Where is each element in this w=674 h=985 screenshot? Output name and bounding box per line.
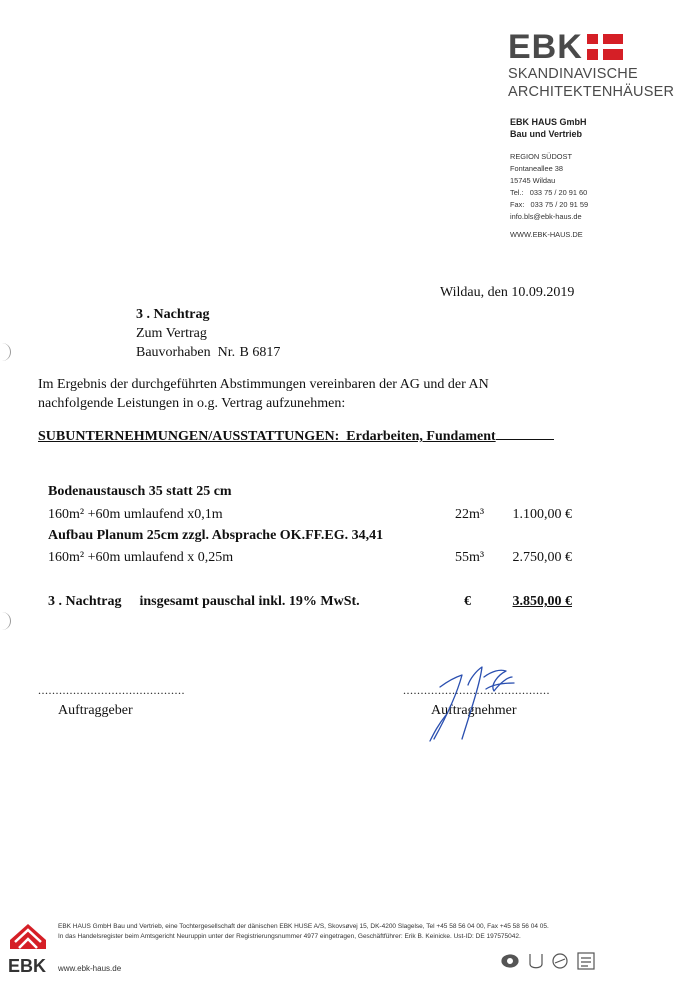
document-subtitle: Zum Vertrag [136, 326, 207, 341]
intro-text [38, 375, 598, 413]
phone: Tel.: 033 75 / 20 91 60 [510, 188, 588, 197]
signature-line-left: .......................................... [38, 683, 185, 697]
footer-line-2: In das Handelsregister beim Amtsgericht Neuruppin unter der Registrierungsnummer 4977 eingetragen, Geschäftführer: Erik B. Keinicke. Ust-ID: DE 197575042. [58, 933, 521, 940]
intro-line-2: nachfolgende Leistungen in o.g. Vertrag aufzunehmen: [38, 396, 346, 411]
house-roof-icon [8, 920, 48, 950]
margin-mark [0, 612, 11, 630]
danish-flag-icon [587, 34, 623, 60]
intro-line-1: Im Ergebnis der durchgeführten Abstimmungen vereinbaren der AG und der AN [38, 377, 489, 392]
footer-website-link[interactable]: www.ebk-haus.de [58, 964, 122, 973]
project-label: Bauvorhaben Nr. [136, 345, 236, 360]
fax: Fax: 033 75 / 20 91 59 [510, 200, 589, 209]
website-link[interactable]: WWW.EBK-HAUS.DE [510, 230, 583, 239]
item-1-qty: 22m³ [455, 507, 485, 522]
date-line: Wildau, den 10.09.2019 [440, 285, 575, 300]
item-1-title: Bodenaustausch 35 statt 25 cm [48, 484, 232, 499]
company-name: EBK HAUS GmbH [510, 117, 587, 127]
company-block [510, 116, 587, 140]
street: Fontaneallee 38 [510, 164, 564, 173]
project-number: B 6817 [239, 345, 281, 360]
logo-tagline-2: ARCHITEKTENHÄUSER [508, 84, 674, 100]
region: REGION SÜDOST [510, 152, 573, 161]
email-link[interactable]: info.bls@ebk-haus.de [510, 212, 582, 221]
item-2-qty: 55m³ [455, 550, 485, 565]
total-label-a: 3 . Nachtrag [48, 594, 122, 609]
total-amount: 3.850,00 € [512, 594, 572, 609]
total-label [48, 594, 360, 610]
item-2-desc: 160m² +60m umlaufend x 0,25m [48, 550, 234, 565]
total-label-b: insgesamt pauschal inkl. 19% MwSt. [139, 594, 360, 609]
signature-line-right: .......................................... [403, 683, 550, 697]
item-1-desc: 160m² +60m umlaufend x0,1m [48, 507, 223, 522]
logo-tagline-1: SKANDINAVISCHE [508, 66, 638, 82]
section-title: SUBUNTERNEHMUNGEN/AUSSTATTUNGEN: Erdarbeiten, Fundament [38, 429, 496, 444]
document-title: 3 . Nachtrag [136, 307, 210, 322]
footer-logo-text: EBK [8, 956, 47, 976]
client-label: Auftraggeber [58, 703, 133, 718]
footer-logo [8, 920, 48, 975]
section-heading [38, 429, 554, 445]
city: 15745 Wildau [510, 176, 556, 185]
company-sub: Bau und Vertrieb [510, 129, 583, 139]
item-2-title: Aufbau Planum 25cm zzgl. Absprache OK.FF.EG. 34,41 [48, 528, 384, 543]
title-block [136, 305, 280, 362]
footer-line-1: EBK HAUS GmbH Bau und Vertrieb, eine Tochtergesellschaft der dänischen EBK HUSE A/S, Skovsøvej 15, DK-4200 Slagelse, Tel +45 58 56 04 00, Fax +45 58 56 04 05. [58, 923, 549, 930]
total-currency: € [464, 594, 471, 609]
handwritten-signature [410, 655, 530, 745]
logo-wordmark: EBK [508, 28, 583, 66]
contractor-label: Auftragnehmer [431, 703, 517, 718]
item-2-amount: 2.750,00 € [512, 550, 572, 565]
project-line [136, 343, 280, 362]
ebk-logo [508, 28, 674, 100]
margin-mark [0, 343, 11, 361]
address-block [510, 151, 588, 223]
item-1-amount: 1.100,00 € [512, 507, 572, 522]
certification-icons [500, 951, 600, 971]
footer-legal [58, 922, 549, 942]
